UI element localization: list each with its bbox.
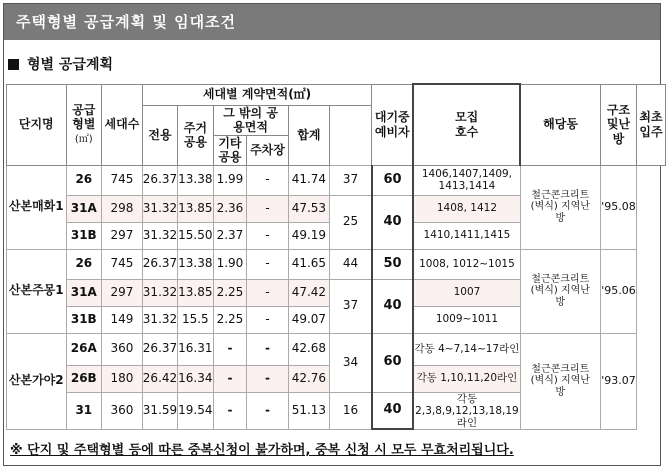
type-cell: 31A	[66, 195, 102, 222]
households-cell: 745	[102, 165, 143, 195]
exclusive-area-cell: 31.59	[142, 392, 177, 429]
parking-cell: -	[247, 165, 288, 195]
complex-name-cell: 산본매화1	[7, 165, 67, 249]
first-move-cell: '95.06	[600, 249, 636, 333]
parking-cell: -	[247, 249, 288, 279]
header-structure-label: 구조및난방	[606, 102, 631, 146]
households-cell: 360	[102, 392, 143, 429]
type-cell: 26	[66, 249, 102, 279]
waitlist-cell: 37	[330, 165, 372, 195]
waitlist-cell: 44	[330, 249, 372, 279]
header-exclusive: 전용	[142, 105, 177, 165]
first-move-cell: '95.08	[600, 165, 636, 249]
parking-cell: -	[247, 392, 288, 429]
header-residential-common	[178, 105, 213, 165]
total-area-cell: 49.07	[288, 306, 330, 333]
buildings-cell: 1009~1011	[413, 306, 520, 333]
households-cell: 745	[102, 249, 143, 279]
residential-common-cell: 13.85	[178, 279, 213, 306]
header-other-common-label: 기타공용	[218, 135, 242, 164]
header-total: 합계	[288, 105, 330, 165]
total-area-cell: 41.65	[288, 249, 330, 279]
households-cell: 298	[102, 195, 143, 222]
type-cell: 26B	[66, 365, 102, 392]
total-area-cell: 49.19	[288, 222, 330, 249]
type-cell: 31	[66, 392, 102, 429]
households-cell: 297	[102, 279, 143, 306]
total-area-cell: 41.74	[288, 165, 330, 195]
total-area-cell: 47.53	[288, 195, 330, 222]
type-cell: 31B	[66, 222, 102, 249]
header-other-common	[213, 135, 247, 165]
header-first-move	[637, 84, 666, 165]
parking-cell: -	[247, 333, 288, 365]
parking-cell: -	[247, 195, 288, 222]
parking-cell: -	[247, 306, 288, 333]
other-common-cell: 2.36	[213, 195, 247, 222]
exclusive-area-cell: 31.32	[142, 222, 177, 249]
type-cell: 26A	[66, 333, 102, 365]
households-cell: 149	[102, 306, 143, 333]
supply-plan-table	[6, 83, 666, 430]
residential-common-cell: 13.38	[178, 249, 213, 279]
other-common-cell: 2.37	[213, 222, 247, 249]
residential-common-cell: 15.50	[178, 222, 213, 249]
square-bullet-icon	[8, 59, 19, 70]
exclusive-area-cell: 26.37	[142, 249, 177, 279]
other-common-cell: 1.90	[213, 249, 247, 279]
waitlist-cell: 34	[330, 333, 372, 392]
waitlist-cell: 16	[330, 392, 372, 429]
total-area-cell: 51.13	[288, 392, 330, 429]
other-common-cell: -	[213, 365, 247, 392]
recruit-cell: 50	[372, 249, 414, 279]
structure-cell: 철근콘크리트(벽식) 지역난방	[520, 165, 600, 249]
buildings-cell: 각동 2,3,8,9,12,13,18,19 라인	[415, 392, 519, 429]
header-complex: 단지명	[7, 84, 67, 165]
header-type-unit: (㎡)	[74, 134, 93, 146]
buildings-cell: 1406,1407,1409, 1413,1414	[413, 165, 520, 195]
header-recruit-label: 모집호수	[455, 110, 479, 139]
exclusive-area-cell: 31.32	[142, 306, 177, 333]
other-common-cell: 2.25	[213, 279, 247, 306]
header-area-group: 세대별 계약면적(㎡)	[142, 84, 371, 105]
exclusive-area-cell: 26.42	[142, 365, 177, 392]
residential-common-cell: 19.54	[178, 392, 213, 429]
households-cell: 180	[102, 365, 143, 392]
buildings-cell: 1007	[413, 279, 520, 306]
parking-cell: -	[247, 279, 288, 306]
residential-common-cell: 13.38	[178, 165, 213, 195]
total-area-cell: 47.42	[288, 279, 330, 306]
other-common-cell: 1.99	[213, 165, 247, 195]
recruit-cell: 40	[372, 392, 414, 429]
first-move-cell: '93.07	[600, 333, 636, 429]
exclusive-area-cell: 26.37	[142, 165, 177, 195]
header-households: 세대수	[102, 84, 143, 165]
households-cell: 360	[102, 333, 143, 365]
complex-name-cell: 산본주몽1	[7, 249, 67, 333]
parking-cell: -	[247, 222, 288, 249]
exclusive-area-cell: 31.32	[142, 279, 177, 306]
buildings-cell: 각동 1,10,11,20라인	[413, 365, 520, 392]
header-other-common-group-label: 그 밖의 공용면적	[223, 105, 278, 134]
header-parking: 주차장	[247, 135, 288, 165]
recruit-cell: 40	[372, 195, 414, 249]
parking-cell: -	[247, 365, 288, 392]
page-title: 주택형별 공급계획 및 임대조건	[4, 4, 660, 40]
waitlist-cell: 25	[330, 195, 372, 249]
buildings-cell: 1008, 1012~1015	[413, 249, 520, 279]
buildings-cell: 각동 4~7,14~17라인	[413, 333, 520, 365]
table-row	[7, 333, 666, 365]
recruit-cell: 40	[372, 279, 414, 333]
residential-common-cell: 15.5	[178, 306, 213, 333]
header-waitlist	[372, 84, 414, 165]
type-cell: 31A	[66, 279, 102, 306]
total-area-cell: 42.68	[288, 333, 330, 365]
section-heading-text: 형별 공급계획	[27, 57, 114, 73]
households-cell: 297	[102, 222, 143, 249]
header-structure	[600, 84, 636, 165]
residential-common-cell: 16.31	[178, 333, 213, 365]
table-row	[7, 249, 666, 279]
header-waitlist-label: 대기중예비자	[374, 110, 410, 139]
structure-cell: 철근콘크리트(벽식) 지역난방	[520, 333, 600, 429]
header-type-label: 공급형별	[72, 102, 96, 131]
table-row	[7, 165, 666, 195]
table-body	[7, 165, 666, 429]
type-cell: 31B	[66, 306, 102, 333]
header-type	[66, 84, 102, 165]
header-residential-common-label: 주거공용	[183, 120, 207, 149]
total-area-cell: 42.76	[288, 365, 330, 392]
recruit-cell: 60	[372, 333, 414, 392]
buildings-cell: 1408, 1412	[413, 195, 520, 222]
residential-common-cell: 16.34	[178, 365, 213, 392]
structure-cell: 철근콘크리트(벽식) 지역난방	[520, 249, 600, 333]
complex-name-cell: 산본가야2	[7, 333, 67, 429]
exclusive-area-cell: 26.37	[142, 333, 177, 365]
footnote	[10, 439, 514, 458]
other-common-cell: -	[213, 392, 247, 429]
header-other-common-group	[213, 105, 288, 135]
section-heading	[8, 54, 113, 74]
waitlist-cell: 37	[330, 279, 372, 333]
footnote-text: ※ 단지 및 주택형별 등에 따른 중복신청이 불가하며, 중복 신청 시 모두 무효처리됩니다.	[10, 443, 514, 458]
recruit-cell: 60	[372, 165, 414, 195]
type-cell: 26	[66, 165, 102, 195]
header-recruit	[413, 84, 520, 165]
buildings-cell: 1410,1411,1415	[413, 222, 520, 249]
header-first-move-label: 최초입주	[639, 110, 663, 139]
exclusive-area-cell: 31.32	[142, 195, 177, 222]
other-common-cell: -	[213, 333, 247, 365]
residential-common-cell: 13.85	[178, 195, 213, 222]
other-common-cell: 2.25	[213, 306, 247, 333]
header-buildings: 해당동	[520, 84, 600, 165]
